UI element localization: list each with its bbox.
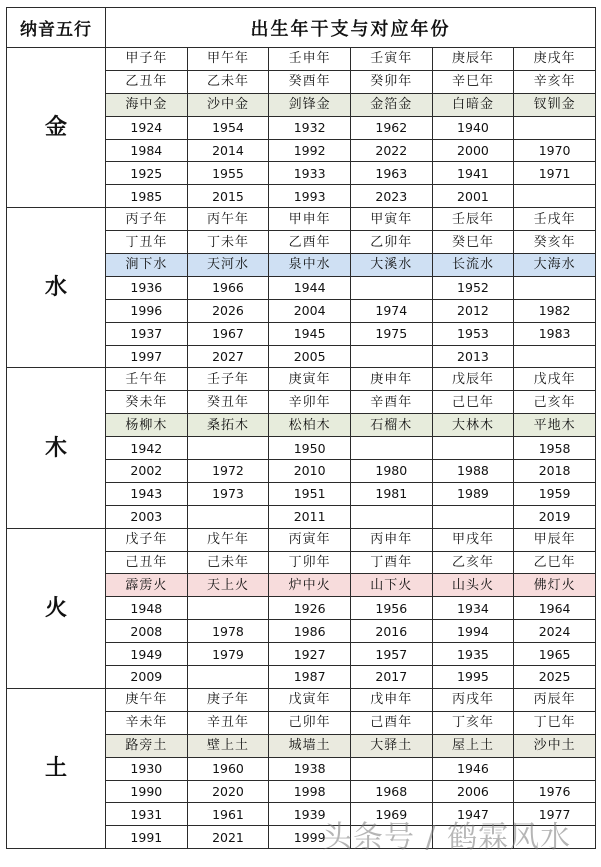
nayin-name-cell: 钗钏金 (514, 93, 596, 116)
ganzhi-cell: 甲子年 (106, 48, 188, 71)
year-cell: 1981 (350, 482, 432, 505)
ganzhi-cell: 丙子年 (106, 208, 188, 231)
year-cell: 1950 (269, 437, 351, 460)
ganzhi-cell: 丁亥年 (432, 711, 514, 734)
table-row (7, 528, 596, 551)
year-cell (350, 505, 432, 528)
year-cell: 2027 (187, 345, 269, 368)
nayin-name-cell: 大驿土 (350, 734, 432, 757)
ganzhi-cell: 乙酉年 (269, 231, 351, 254)
ganzhi-cell: 戊寅年 (269, 688, 351, 711)
year-cell (187, 437, 269, 460)
ganzhi-cell: 辛卯年 (269, 391, 351, 414)
year-cell: 2018 (514, 460, 596, 483)
ganzhi-cell: 戊子年 (106, 528, 188, 551)
nayin-name-cell: 石榴木 (350, 414, 432, 437)
year-cell: 1924 (106, 116, 188, 139)
year-cell: 2009 (106, 666, 188, 689)
year-cell (514, 276, 596, 299)
nayin-name-cell: 金箔金 (350, 93, 432, 116)
year-cell: 1979 (187, 643, 269, 666)
table-header-row (7, 8, 596, 48)
table-row (7, 368, 596, 391)
year-cell: 1933 (269, 162, 351, 185)
year-cell: 2003 (106, 505, 188, 528)
year-cell: 2002 (106, 460, 188, 483)
year-cell: 1940 (432, 116, 514, 139)
year-cell: 1931 (106, 803, 188, 826)
year-cell: 1945 (269, 322, 351, 345)
year-cell: 2021 (187, 826, 269, 849)
nayin-name-cell: 白暗金 (432, 93, 514, 116)
ganzhi-cell: 己丑年 (106, 551, 188, 574)
year-cell: 1947 (432, 803, 514, 826)
nayin-name-cell: 屋上土 (432, 734, 514, 757)
year-cell: 1952 (432, 276, 514, 299)
ganzhi-cell: 乙卯年 (350, 231, 432, 254)
ganzhi-cell: 戊午年 (187, 528, 269, 551)
year-cell: 1937 (106, 322, 188, 345)
nayin-name-cell: 长流水 (432, 254, 514, 277)
ganzhi-cell: 癸丑年 (187, 391, 269, 414)
ganzhi-cell: 辛酉年 (350, 391, 432, 414)
ganzhi-cell: 癸未年 (106, 391, 188, 414)
year-cell (514, 185, 596, 208)
year-cell: 1969 (350, 803, 432, 826)
year-cell (350, 437, 432, 460)
nayin-name-cell: 沙中金 (187, 93, 269, 116)
ganzhi-cell: 丁酉年 (350, 551, 432, 574)
ganzhi-cell: 壬子年 (187, 368, 269, 391)
year-cell: 2025 (514, 666, 596, 689)
nayin-name-cell: 松柏木 (269, 414, 351, 437)
year-cell: 1936 (106, 276, 188, 299)
year-cell: 1946 (432, 757, 514, 780)
year-cell: 1938 (269, 757, 351, 780)
ganzhi-cell: 癸酉年 (269, 70, 351, 93)
ganzhi-cell: 丁巳年 (514, 711, 596, 734)
year-cell: 2014 (187, 139, 269, 162)
year-cell (432, 437, 514, 460)
year-cell: 2022 (350, 139, 432, 162)
nayin-name-cell: 路旁土 (106, 734, 188, 757)
year-cell: 2026 (187, 299, 269, 322)
year-cell: 1967 (187, 322, 269, 345)
year-cell: 1994 (432, 620, 514, 643)
year-cell: 2013 (432, 345, 514, 368)
table-row (7, 48, 596, 71)
year-cell (514, 826, 596, 849)
year-cell: 1926 (269, 597, 351, 620)
nayin-name-cell: 炉中火 (269, 574, 351, 597)
year-cell: 1927 (269, 643, 351, 666)
year-cell (432, 826, 514, 849)
year-cell: 1980 (350, 460, 432, 483)
ganzhi-cell: 乙丑年 (106, 70, 188, 93)
ganzhi-cell: 丁卯年 (269, 551, 351, 574)
year-cell: 1972 (187, 460, 269, 483)
year-cell: 1977 (514, 803, 596, 826)
nayin-name-cell: 壁上土 (187, 734, 269, 757)
ganzhi-cell: 辛巳年 (432, 70, 514, 93)
year-cell: 2016 (350, 620, 432, 643)
year-cell: 1948 (106, 597, 188, 620)
table-body (7, 48, 596, 849)
year-cell: 1953 (432, 322, 514, 345)
year-cell (514, 345, 596, 368)
ganzhi-cell: 丁未年 (187, 231, 269, 254)
ganzhi-cell: 辛丑年 (187, 711, 269, 734)
nayin-name-cell: 沙中土 (514, 734, 596, 757)
year-cell (350, 345, 432, 368)
header-title: 出生年干支与对应年份 (106, 8, 596, 48)
year-cell: 1993 (269, 185, 351, 208)
element-cell-jin: 金 (7, 48, 106, 208)
year-cell: 1973 (187, 482, 269, 505)
year-cell: 1954 (187, 116, 269, 139)
year-cell: 1959 (514, 482, 596, 505)
ganzhi-cell: 丙申年 (350, 528, 432, 551)
year-cell: 1939 (269, 803, 351, 826)
year-cell (187, 505, 269, 528)
year-cell: 1943 (106, 482, 188, 505)
nayin-name-cell: 天上火 (187, 574, 269, 597)
ganzhi-cell: 庚申年 (350, 368, 432, 391)
nayin-name-cell: 山下火 (350, 574, 432, 597)
ganzhi-cell: 甲寅年 (350, 208, 432, 231)
year-cell: 1965 (514, 643, 596, 666)
ganzhi-cell: 庚辰年 (432, 48, 514, 71)
year-cell: 1925 (106, 162, 188, 185)
nayin-name-cell: 山头火 (432, 574, 514, 597)
element-cell-tu: 土 (7, 688, 106, 848)
year-cell: 2000 (432, 139, 514, 162)
year-cell: 1976 (514, 780, 596, 803)
ganzhi-cell: 癸卯年 (350, 70, 432, 93)
year-cell: 1992 (269, 139, 351, 162)
nayin-wuxing-table (6, 7, 596, 849)
year-cell: 1960 (187, 757, 269, 780)
year-cell: 1982 (514, 299, 596, 322)
ganzhi-cell: 己酉年 (350, 711, 432, 734)
ganzhi-cell: 癸亥年 (514, 231, 596, 254)
year-cell: 2008 (106, 620, 188, 643)
ganzhi-cell: 庚戌年 (514, 48, 596, 71)
ganzhi-cell: 丙戌年 (432, 688, 514, 711)
year-cell: 1944 (269, 276, 351, 299)
year-cell: 1949 (106, 643, 188, 666)
year-cell: 1963 (350, 162, 432, 185)
ganzhi-cell: 乙巳年 (514, 551, 596, 574)
year-cell: 1932 (269, 116, 351, 139)
ganzhi-cell: 己巳年 (432, 391, 514, 414)
ganzhi-cell: 戊辰年 (432, 368, 514, 391)
year-cell (350, 276, 432, 299)
year-cell: 2024 (514, 620, 596, 643)
ganzhi-cell: 丁丑年 (106, 231, 188, 254)
year-cell: 1961 (187, 803, 269, 826)
year-cell (187, 597, 269, 620)
ganzhi-cell: 甲申年 (269, 208, 351, 231)
nayin-name-cell: 大林木 (432, 414, 514, 437)
ganzhi-cell: 丙寅年 (269, 528, 351, 551)
year-cell: 1957 (350, 643, 432, 666)
year-cell: 1987 (269, 666, 351, 689)
year-cell: 2005 (269, 345, 351, 368)
watermark-text: 头条号 / 鹤霖风水 (322, 820, 572, 855)
nayin-name-cell: 霹雳火 (106, 574, 188, 597)
table-row (7, 208, 596, 231)
ganzhi-cell: 甲午年 (187, 48, 269, 71)
header-nayin-wuxing: 纳音五行 (7, 8, 106, 48)
year-cell: 1990 (106, 780, 188, 803)
year-cell: 1983 (514, 322, 596, 345)
nayin-name-cell: 天河水 (187, 254, 269, 277)
year-cell: 1955 (187, 162, 269, 185)
year-cell: 1970 (514, 139, 596, 162)
year-cell: 1968 (350, 780, 432, 803)
year-cell: 1974 (350, 299, 432, 322)
year-cell: 2001 (432, 185, 514, 208)
year-cell: 2020 (187, 780, 269, 803)
year-cell: 1941 (432, 162, 514, 185)
ganzhi-cell: 壬申年 (269, 48, 351, 71)
nayin-name-cell: 剑锋金 (269, 93, 351, 116)
nayin-name-cell: 大溪水 (350, 254, 432, 277)
nayin-name-cell: 桑拓木 (187, 414, 269, 437)
nayin-name-cell: 佛灯火 (514, 574, 596, 597)
ganzhi-cell: 辛未年 (106, 711, 188, 734)
ganzhi-cell: 壬午年 (106, 368, 188, 391)
year-cell: 1986 (269, 620, 351, 643)
year-cell: 2011 (269, 505, 351, 528)
nayin-name-cell: 大海水 (514, 254, 596, 277)
ganzhi-cell: 戊申年 (350, 688, 432, 711)
ganzhi-cell: 戊戌年 (514, 368, 596, 391)
year-cell: 1958 (514, 437, 596, 460)
ganzhi-cell: 庚寅年 (269, 368, 351, 391)
nayin-name-cell: 涧下水 (106, 254, 188, 277)
ganzhi-cell: 己亥年 (514, 391, 596, 414)
nayin-table-container (6, 7, 595, 849)
year-cell: 1984 (106, 139, 188, 162)
year-cell: 1942 (106, 437, 188, 460)
year-cell: 1964 (514, 597, 596, 620)
year-cell: 1934 (432, 597, 514, 620)
year-cell: 2012 (432, 299, 514, 322)
year-cell: 2023 (350, 185, 432, 208)
year-cell: 1989 (432, 482, 514, 505)
ganzhi-cell: 甲辰年 (514, 528, 596, 551)
ganzhi-cell: 丙辰年 (514, 688, 596, 711)
element-cell-mu: 木 (7, 368, 106, 528)
ganzhi-cell: 己卯年 (269, 711, 351, 734)
year-cell: 1985 (106, 185, 188, 208)
ganzhi-cell: 壬辰年 (432, 208, 514, 231)
year-cell (187, 666, 269, 689)
year-cell: 2004 (269, 299, 351, 322)
year-cell: 1975 (350, 322, 432, 345)
ganzhi-cell: 甲戌年 (432, 528, 514, 551)
element-cell-shui: 水 (7, 208, 106, 368)
year-cell: 1988 (432, 460, 514, 483)
year-cell: 2010 (269, 460, 351, 483)
year-cell (514, 757, 596, 780)
ganzhi-cell: 辛亥年 (514, 70, 596, 93)
year-cell: 1951 (269, 482, 351, 505)
year-cell: 1978 (187, 620, 269, 643)
ganzhi-cell: 己未年 (187, 551, 269, 574)
nayin-name-cell: 杨柳木 (106, 414, 188, 437)
year-cell: 1991 (106, 826, 188, 849)
ganzhi-cell: 壬寅年 (350, 48, 432, 71)
ganzhi-cell: 丙午年 (187, 208, 269, 231)
year-cell (432, 505, 514, 528)
year-cell: 1996 (106, 299, 188, 322)
year-cell: 2019 (514, 505, 596, 528)
ganzhi-cell: 乙亥年 (432, 551, 514, 574)
year-cell: 1995 (432, 666, 514, 689)
year-cell: 1962 (350, 116, 432, 139)
nayin-name-cell: 海中金 (106, 93, 188, 116)
year-cell: 1998 (269, 780, 351, 803)
nayin-name-cell: 平地木 (514, 414, 596, 437)
nayin-name-cell: 泉中水 (269, 254, 351, 277)
year-cell: 1956 (350, 597, 432, 620)
nayin-name-cell: 城墙土 (269, 734, 351, 757)
year-cell: 2015 (187, 185, 269, 208)
ganzhi-cell: 癸巳年 (432, 231, 514, 254)
year-cell: 1971 (514, 162, 596, 185)
year-cell: 1997 (106, 345, 188, 368)
year-cell: 1935 (432, 643, 514, 666)
year-cell: 2006 (432, 780, 514, 803)
year-cell: 1999 (269, 826, 351, 849)
element-cell-huo: 火 (7, 528, 106, 688)
table-row (7, 688, 596, 711)
ganzhi-cell: 庚子年 (187, 688, 269, 711)
year-cell: 2017 (350, 666, 432, 689)
ganzhi-cell: 乙未年 (187, 70, 269, 93)
year-cell (350, 826, 432, 849)
ganzhi-cell: 壬戌年 (514, 208, 596, 231)
year-cell: 1930 (106, 757, 188, 780)
year-cell: 1966 (187, 276, 269, 299)
ganzhi-cell: 庚午年 (106, 688, 188, 711)
year-cell (350, 757, 432, 780)
year-cell (514, 116, 596, 139)
